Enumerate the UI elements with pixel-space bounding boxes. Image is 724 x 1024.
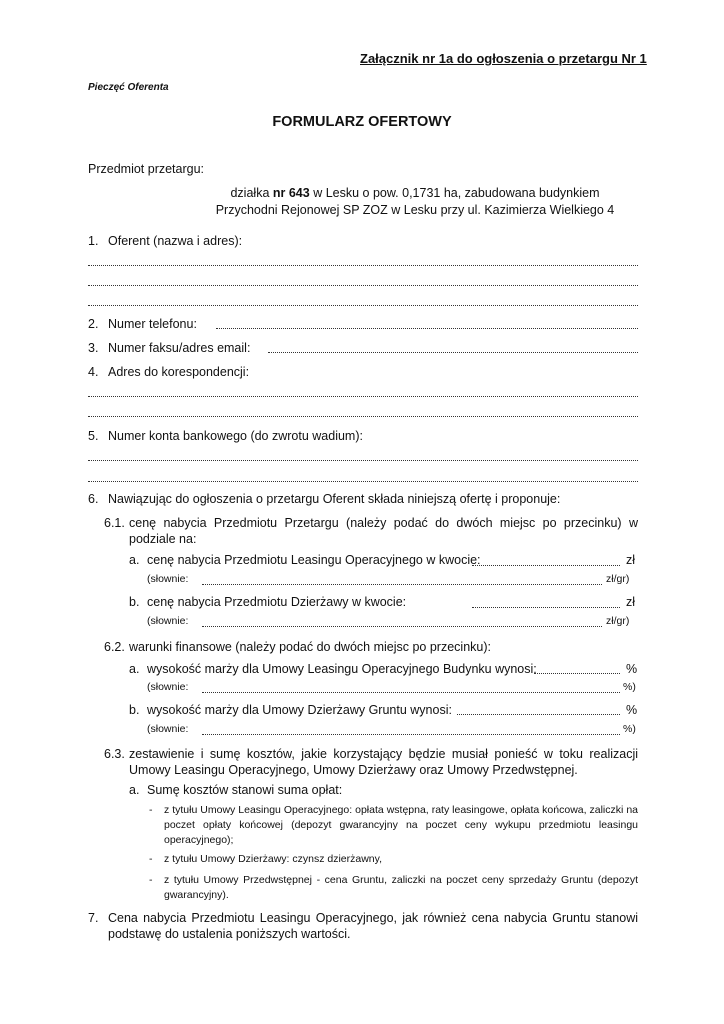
item-6-3-a-letter: a. — [129, 783, 140, 797]
section-6-2-number: 6.2. — [104, 640, 125, 654]
item-6-3-a-text: Sumę kosztów stanowi suma opłat: — [147, 783, 343, 797]
item-6-2-a-unit: % — [626, 662, 638, 676]
item-4-label: Adres do korespondencji: — [108, 365, 250, 379]
fax-email-field[interactable] — [268, 352, 638, 353]
item-5-number: 5. — [88, 429, 99, 443]
bullet-3-text: z tytułu Umowy Przedwstępnej - cena Gruntu, zaliczki na poczet ceny sprzedaży Gruntu (depozyt gwarancyjny). — [164, 874, 638, 901]
section-6-2-text: warunki finansowe (należy podać do dwóch miejsc po przecinku): — [129, 640, 491, 654]
bullet-1-text: z tytułu Umowy Leasingu Operacyjnego: opłata wstępna, raty leasingowe, opłata końcowa, zaliczki na poczet opłaty końcowej (depozyt gwarancyjny na poczet ceny wykupu przedmiotu leasingu operacyjnego); — [164, 804, 638, 846]
item-6-number: 6. — [88, 492, 99, 506]
phone-field[interactable] — [216, 328, 638, 329]
item-1-number: 1. — [88, 234, 99, 248]
correspondence-address-field-line-1[interactable] — [88, 396, 638, 397]
item-6-1-a-text: cenę nabycia Przedmiotu Leasingu Operacyjnego w kwocie: — [147, 553, 481, 567]
bullet-2-text: z tytułu Umowy Dzierżawy: czynsz dzierżawny, — [164, 853, 383, 865]
annex-label: Załącznik nr 1a do ogłoszenia o przetargu Nr 1 — [360, 51, 647, 66]
item-6-label: Nawiązując do ogłoszenia o przetargu Oferent składa niniejszą ofertę i proponuje: — [108, 492, 561, 506]
item-7-number: 7. — [88, 911, 99, 925]
lease-price-field[interactable] — [472, 565, 620, 566]
section-6-1-number: 6.1. — [104, 516, 125, 530]
item-6-2-b-letter: b. — [129, 703, 140, 717]
item-1-label: Oferent (nazwa i adres): — [108, 234, 243, 248]
item-6-2-a-letter: a. — [129, 662, 140, 676]
bullet-2-dash: - — [149, 853, 153, 865]
item-6-2-a-text: wysokość marży dla Umowy Leasingu Operacyjnego Budynku wynosi: — [147, 662, 537, 676]
item-6-1-b-unit: zł — [626, 595, 636, 609]
building-margin-words-field[interactable] — [202, 692, 620, 693]
plot-number: nr 643 — [272, 186, 310, 200]
subject-description — [150, 185, 680, 219]
item-6-2-b-text: wysokość marży dla Umowy Dzierżawy Gruntu wynosi: — [147, 703, 452, 717]
item-6-1-b-letter: b. — [129, 595, 140, 609]
bidder-name-field-line-3[interactable] — [88, 305, 638, 306]
subject-line-1: działka nr 643 w Lesku o pow. 0,1731 ha, zabudowana budynkiem — [230, 186, 600, 200]
bidder-name-field-line-1[interactable] — [88, 265, 638, 266]
building-margin-field[interactable] — [534, 673, 620, 674]
item-6-2-a-words-unit: %) — [623, 681, 636, 693]
item-5-label: Numer konta bankowego (do zwrotu wadium): — [108, 429, 363, 443]
item-4-number: 4. — [88, 365, 99, 379]
section-6-3-number: 6.3. — [104, 747, 125, 761]
bank-account-field-line-2[interactable] — [88, 481, 638, 482]
item-7-text: Cena nabycia Przedmiotu Leasingu Operacyjnego, jak również cena nabycia Gruntu stanowi podstawę do ustalenia poniższych wartości. — [108, 911, 638, 941]
item-6-1-b-words-unit: zł/gr) — [606, 615, 630, 627]
item-2-number: 2. — [88, 317, 99, 331]
item-6-2-a-words-label: (słownie: — [147, 681, 189, 693]
item-6-2-b-unit: % — [626, 703, 638, 717]
subject-line-2: Przychodni Rejonowej SP ZOZ w Lesku przy ul. Kazimierza Wielkiego 4 — [215, 203, 615, 217]
item-6-2-b-words-unit: %) — [623, 723, 636, 735]
section-6-3-text: zestawienie i sumę kosztów, jakie korzystający będzie musiał ponieść w toku realizacji Umowy Leasingu Operacyjnego, Umowy Dzierżawy oraz Umowy Przedwstępnej. — [129, 747, 638, 777]
item-6-1-a-unit: zł — [626, 553, 636, 567]
form-title: FORMULARZ OFERTOWY — [272, 114, 452, 130]
bullet-3-dash: - — [149, 874, 153, 886]
item-2-label: Numer telefonu: — [108, 317, 197, 331]
correspondence-address-field-line-2[interactable] — [88, 416, 638, 417]
lease-land-price-words-field[interactable] — [202, 626, 602, 627]
subject-label: Przedmiot przetargu: — [88, 162, 205, 176]
land-margin-words-field[interactable] — [202, 734, 620, 735]
item-6-1-a-letter: a. — [129, 553, 140, 567]
land-margin-field[interactable] — [457, 714, 620, 715]
bidder-name-field-line-2[interactable] — [88, 285, 638, 286]
item-3-label: Numer faksu/adres email: — [108, 341, 251, 355]
lease-land-price-field[interactable] — [472, 607, 620, 608]
item-6-1-b-text: cenę nabycia Przedmiotu Dzierżawy w kwocie: — [147, 595, 407, 609]
item-6-2-b-words-label: (słownie: — [147, 723, 189, 735]
bidder-seal-label: Pieczęć Oferenta — [88, 82, 169, 93]
item-6-1-a-words-label: (słownie: — [147, 573, 189, 585]
bank-account-field-line-1[interactable] — [88, 460, 638, 461]
item-6-1-a-words-unit: zł/gr) — [606, 573, 630, 585]
item-3-number: 3. — [88, 341, 99, 355]
item-6-1-b-words-label: (słownie: — [147, 615, 189, 627]
bullet-1-dash: - — [149, 804, 153, 816]
lease-price-words-field[interactable] — [202, 584, 602, 585]
section-6-1-text: cenę nabycia Przedmiotu Przetargu (należy podać do dwóch miejsc po przecinku) w podziale na: — [129, 516, 638, 546]
